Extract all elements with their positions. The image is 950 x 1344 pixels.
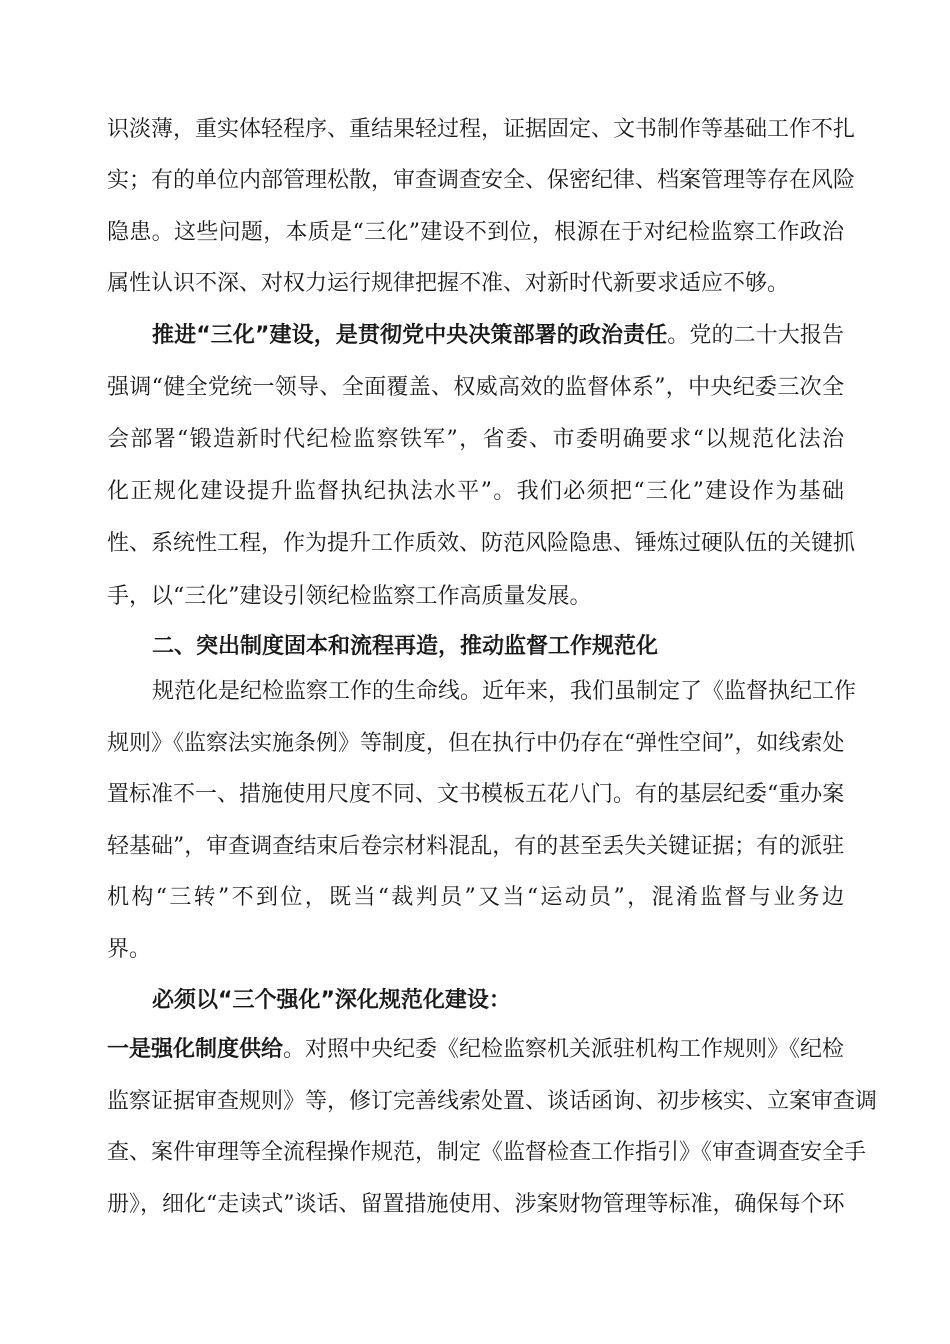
- paragraph-line: 属性认识不深、对权力运行规律把握不准、对新时代新要求适应不够。: [107, 271, 790, 296]
- paragraph-line: 实；有的单位内部管理松散，审查调查安全、保密纪律、档案管理等存在风险: [107, 168, 856, 193]
- paragraph-line: 机构“三转”不到位，既当“裁判员”又当“运动员”，混淆监督与业务边: [107, 885, 844, 910]
- paragraph-line: 规则》《监察法实施条例》等制度，但在执行中仍存在“弹性空间”，如线索处: [107, 731, 845, 756]
- paragraph-line: 置标准不一、措施使用尺度不同、文书模板五花八门。有的基层纪委“重办案: [107, 782, 845, 807]
- paragraph-line: 轻基础”，审查调查结束后卷宗材料混乱，有的甚至丢失关键证据；有的派驻: [107, 834, 845, 859]
- paragraph-line: 隐患。这些问题，本质是“三化”建设不到位，根源在于对纪检监察工作政治: [107, 220, 844, 245]
- bold-lead-text: 推进“三化”建设，是贯彻党中央决策部署的政治责任: [152, 323, 668, 348]
- paragraph-line: 性、系统性工程，作为提升工作质效、防范风险隐患、锤炼过硬队伍的关键抓: [107, 531, 856, 556]
- paragraph-line: 监察证据审查规则》等，修订完善线索处置、谈话函询、初步核实、立案审查调: [107, 1089, 878, 1114]
- paragraph-line: 手，以“三化”建设引领纪检监察工作高质量发展。: [107, 584, 592, 609]
- paragraph-line: 查、案件审理等全流程操作规范，制定《监督检查工作指引》《审查调查安全手: [107, 1140, 867, 1165]
- bold-lead-text: 一是强化制度供给: [107, 1037, 284, 1062]
- paragraph-line: 会部署“锻造新时代纪检监察铁军”，省委、市委明确要求“以规范化法治: [107, 427, 844, 452]
- sub-heading: 必须以“三个强化”深化规范化建设：: [152, 988, 511, 1013]
- paragraph-first-line: [107, 1035, 844, 1065]
- section-heading: 二、突出制度固本和流程再造，推动监督工作规范化: [152, 634, 659, 659]
- paragraph-line: 册》，细化“走读式”谈话、留置措施使用、涉案财物管理等标准，确保每个环: [107, 1192, 845, 1217]
- paragraph-line: 强调“健全党统一领导、全面覆盖、权威高效的监督体系”，中央纪委三次全: [107, 375, 844, 400]
- paragraph-text: 。党的二十大报告: [667, 323, 844, 348]
- paragraph-first-line: 规范化是纪检监察工作的生命线。近年来，我们虽制定了《监督执纪工作: [152, 679, 857, 704]
- paragraph-line: 识淡薄，重实体轻程序、重结果轻过程，证据固定、文书制作等基础工作不扎: [107, 117, 856, 142]
- paragraph-first-line: [152, 321, 844, 351]
- paragraph-line: 化正规化建设提升监督执纪执法水平”。我们必须把“三化”建设作为基础: [107, 479, 844, 504]
- paragraph-text: 。对照中央纪委《纪检监察机关派驻机构工作规则》《纪检: [283, 1037, 845, 1062]
- paragraph-line: 界。: [107, 937, 152, 962]
